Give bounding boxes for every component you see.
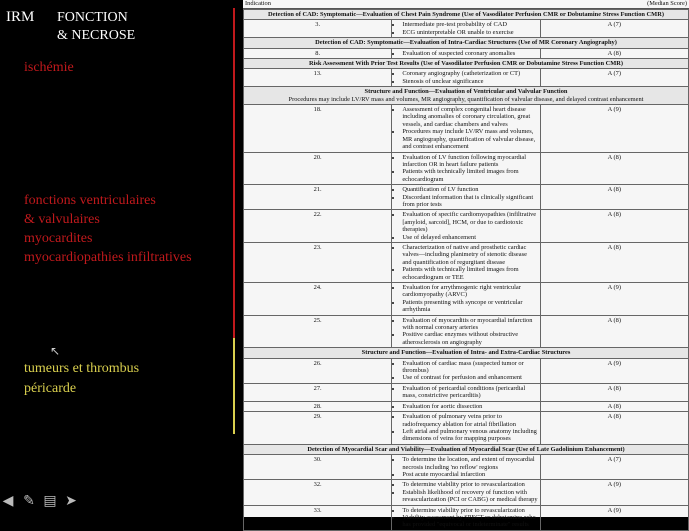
row-number: 33. — [244, 505, 392, 530]
criteria-item: • Establish likelihood of recovery of function with revascularization (PCI or CABG) or medical therapy — [402, 489, 537, 504]
section-title-text: Detection of CAD: Symptomatic—Evaluation of Chest Pain Syndrome (Use of Vasodilator Perfusion CMR or Dobutamine Stress Function CMR) — [268, 11, 664, 18]
table-row — [244, 480, 689, 505]
row-number: 25. — [244, 315, 392, 348]
table-row — [244, 242, 689, 282]
criteria-item: • Evaluation of specific cardiomyopathies (infiltrative [amyloid, sarcoid], HCM, or due to cardiotoxic therapies) — [402, 211, 537, 233]
section-header — [244, 444, 689, 454]
criteria-item: • ECG uninterpretable OR unable to exercise — [402, 29, 537, 36]
red-bracket-line-top — [233, 8, 235, 148]
header-median-score: (Median Score) — [647, 0, 687, 7]
arrow-left-icon[interactable]: ◀ — [2, 494, 14, 509]
criteria-item: • Patients with technically limited images from echocardiogram or TEE — [402, 266, 537, 281]
row-score: A (7) — [540, 455, 688, 480]
label-pericarde: péricarde — [24, 381, 77, 396]
row-criteria — [392, 283, 540, 316]
section-subtitle: Procedures may include LV/RV mass and volumes, MR angiography, quantification of valvular disease, and delayed contrast enhancement — [288, 95, 644, 103]
row-criteria — [392, 455, 540, 480]
criteria-item: • Use of contrast for perfusion and enhancement — [402, 374, 537, 381]
section-title-text: Structure and Function—Evaluation of Ventricular and Valvular Function — [364, 88, 568, 96]
table-row — [244, 283, 689, 316]
row-criteria — [392, 315, 540, 348]
arrow-right-icon[interactable]: ➤ — [65, 494, 77, 509]
criteria-item: • Evaluation of myocarditis or myocardial infarction with normal coronary arteries — [402, 317, 537, 332]
section-header — [244, 10, 689, 20]
table-row — [244, 210, 689, 243]
section-title — [244, 38, 689, 48]
row-number: 32. — [244, 480, 392, 505]
row-number: 29. — [244, 412, 392, 445]
slide-title-fonction — [57, 9, 135, 45]
criteria-item: • Evaluation of pulmonary veins prior to radiofrequency ablation for atrial fibrillation — [402, 413, 537, 428]
label-fonctions-group — [24, 191, 192, 267]
row-number: 26. — [244, 358, 392, 383]
row-number: 23. — [244, 242, 392, 282]
row-score: A (8) — [540, 401, 688, 411]
row-criteria — [392, 105, 540, 152]
title-fonction-line: FONCTION — [57, 10, 128, 25]
criteria-item: • Use of delayed enhancement — [402, 234, 537, 241]
row-criteria — [392, 185, 540, 210]
row-score: A (8) — [540, 315, 688, 348]
doc-header — [243, 0, 689, 9]
row-score: A (9) — [540, 480, 688, 505]
row-score: A (8) — [540, 412, 688, 445]
row-criteria — [392, 358, 540, 383]
row-number: 18. — [244, 105, 392, 152]
criteria-item: • Positive cardiac enzymes without obstructive atherosclerosis on angiography — [402, 331, 537, 346]
yellow-bracket-line — [233, 338, 235, 434]
slide-toolbar — [0, 494, 79, 510]
criteria-item: • Evaluation of LV function following myocardial infarction OR in heart failure patients — [402, 154, 537, 169]
row-score: A (8) — [540, 383, 688, 401]
criteria-item: • Viability assessment by SPECT or dobutamine echo has provided "equivocal or indeterminate" results — [402, 514, 537, 529]
row-score: A (9) — [540, 358, 688, 383]
row-number: 24. — [244, 283, 392, 316]
criteria-item: • Left atrial and pulmonary venous anatomy including dimensions of veins for mapping purposes — [402, 428, 537, 443]
menu-icon[interactable]: ▤ — [43, 494, 57, 509]
table-row — [244, 383, 689, 401]
criteria-item: • Coronary angiography (catheterization or CT) — [402, 70, 537, 77]
criteria-item: • Patients with technically limited images from echocardiogram — [402, 168, 537, 183]
table-row — [244, 505, 689, 530]
mouse-pointer-icon: ↖ — [50, 344, 61, 358]
label-valvulaires: & valvulaires — [24, 212, 100, 227]
row-number: 20. — [244, 152, 392, 185]
table-row — [244, 358, 689, 383]
section-title — [244, 444, 689, 454]
criteria-item: • Evaluation for aortic dissection — [402, 403, 537, 410]
title-necrose-line: & NECROSE — [57, 28, 136, 43]
table-row — [244, 412, 689, 445]
table-row — [244, 48, 689, 58]
row-number: 27. — [244, 383, 392, 401]
criteria-item: • Assessment of complex congenital heart disease including anomalies of coronary circulation, great vessels, and cardiac chambers and valves — [402, 106, 537, 128]
row-number: 3. — [244, 20, 392, 38]
section-title — [244, 59, 689, 69]
table-row — [244, 152, 689, 185]
section-title — [244, 87, 689, 105]
section-header — [244, 348, 689, 358]
criteria-item: • Quantification of LV function — [402, 186, 537, 193]
header-indication: Indication — [245, 0, 271, 7]
criteria-item: • Stenosis of unclear significance — [402, 78, 537, 85]
criteria-item: • Discordant information that is clinically significant from prior tests — [402, 194, 537, 209]
section-title — [244, 10, 689, 20]
row-number: 22. — [244, 210, 392, 243]
row-criteria — [392, 48, 540, 58]
row-score: A (8) — [540, 48, 688, 58]
row-criteria — [392, 412, 540, 445]
row-criteria — [392, 20, 540, 38]
row-score: A (9) — [540, 283, 688, 316]
section-header — [244, 87, 689, 105]
row-criteria — [392, 505, 540, 530]
row-number: 28. — [244, 401, 392, 411]
row-criteria — [392, 401, 540, 411]
criteria-item: • Procedures may include LV/RV mass and volumes, MR angiography, quantification of valvular disease, and contrast enhancement — [402, 128, 537, 150]
criteria-item: • Characterization of native and prosthetic cardiac valves—including planimetry of stenotic disease and quantification of regurgitant disease — [402, 244, 537, 266]
criteria-item: • To determine viability prior to revascularization — [402, 507, 537, 514]
row-criteria — [392, 210, 540, 243]
label-tumeurs-thrombus: tumeurs et thrombus — [24, 361, 140, 376]
slide-title-irm: IRM — [6, 9, 35, 25]
row-number: 8. — [244, 48, 392, 58]
row-criteria — [392, 242, 540, 282]
row-criteria — [392, 152, 540, 185]
criteria-item: • Evaluation of cardiac mass (suspected tumor or thrombus) — [402, 360, 537, 375]
red-bracket-line-middle — [233, 148, 235, 338]
section-title — [244, 348, 689, 358]
table-row — [244, 455, 689, 480]
indications-table — [243, 9, 689, 531]
label-myocardites: myocardites — [24, 231, 93, 246]
criteria-item: • Intermediate pre-test probability of CAD — [402, 21, 537, 28]
criteria-item: • To determine the location, and extent of myocardial necrosis including 'no reflow' regions — [402, 456, 537, 471]
row-score: A (8) — [540, 210, 688, 243]
section-header — [244, 59, 689, 69]
label-fonctions-ventriculaires: fonctions ventriculaires — [24, 193, 156, 208]
section-header — [244, 38, 689, 48]
criteria-item: • Evaluation for arrythmogenic right ventricular cardiomyopathy (ARVC) — [402, 284, 537, 299]
row-criteria — [392, 69, 540, 87]
row-number: 13. — [244, 69, 392, 87]
criteria-item: • To determine viability prior to revascularization — [402, 481, 537, 488]
guideline-document — [243, 0, 689, 529]
criteria-item: • Evaluation of pericardial conditions (pericardial mass, constrictive pericarditis) — [402, 385, 537, 400]
row-criteria — [392, 383, 540, 401]
section-title-text: Detection of CAD: Symptomatic—Evaluation of Intra-Cardiac Structures (Use of MR Coronary Angiography) — [315, 39, 617, 47]
row-score: A (9) — [540, 105, 688, 152]
criteria-item: • Evaluation of suspected coronary anomalies — [402, 50, 537, 57]
label-tumeurs-group — [24, 359, 139, 399]
table-row — [244, 315, 689, 348]
table-row — [244, 69, 689, 87]
criteria-item: • Patients presenting with syncope or ventricular arrhythmia — [402, 299, 537, 314]
label-ischemie: ischémie — [24, 60, 74, 75]
section-title-text: Structure and Function—Evaluation of Intra- and Extra-Cardiac Structures — [361, 349, 571, 357]
table-row — [244, 401, 689, 411]
slide-panel — [0, 0, 243, 517]
row-criteria — [392, 480, 540, 505]
section-title-text: Risk Assessment With Prior Test Results (Use of Vasodilator Perfusion CMR or Dobutamine Stress Function CMR) — [308, 60, 624, 68]
label-myocardiopathies: myocardiopathies infiltratives — [24, 250, 192, 265]
row-score: A (8) — [540, 152, 688, 185]
section-title-text: Detection of Myocardial Scar and Viability—Evaluation of Myocardial Scar (Use of Late Gadolinium Enhancement) — [307, 445, 625, 453]
pen-icon[interactable]: ✎ — [23, 494, 35, 509]
table-row — [244, 105, 689, 152]
row-score: A (7) — [540, 69, 688, 87]
row-score: A (9) — [540, 505, 688, 530]
row-score: A (7) — [540, 20, 688, 38]
table-row — [244, 185, 689, 210]
row-score: A (8) — [540, 242, 688, 282]
row-number: 21. — [244, 185, 392, 210]
table-row — [244, 20, 689, 38]
row-number: 30. — [244, 455, 392, 480]
row-score: A (8) — [540, 185, 688, 210]
criteria-item: • Post acute myocardial infarction — [402, 471, 537, 478]
